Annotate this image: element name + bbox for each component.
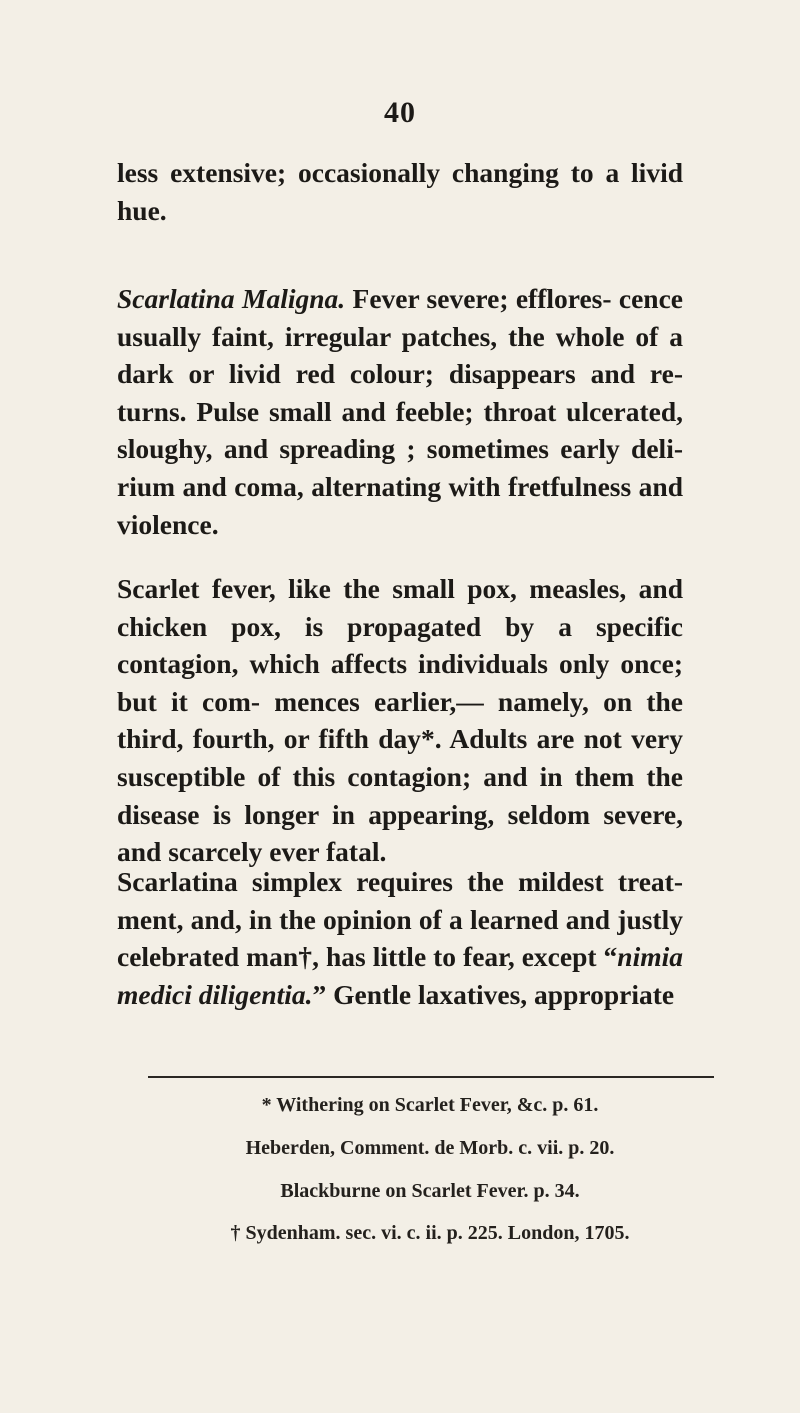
paragraph-text: Scarlet fever, like the small pox, measles, and chicken pox, is propagated by a specific contagion, which affects individuals only once; but it com- mences earlier,— namely, on the third, fourth, or fifth day*. Adults are not very susceptible of this contagion; and in them the disease is longer in appearing, seldom severe, and scarcely ever fatal. [117,573,683,868]
footnote-blackburne: Blackburne on Scarlet Fever. p. 34. [280,1180,580,1202]
footnote-sydenham: † Sydenham. sec. vi. c. ii. p. 225. London, 1705. [230,1222,630,1244]
paragraph-text: less extensive; occasionally changing to a livid hue. [117,157,683,226]
paragraph-lead-in: Scarlatina Maligna. [117,283,346,314]
footnote-heberden: Heberden, Comment. de Morb. c. vii. p. 20. [245,1137,615,1159]
paragraph-continuation [117,154,683,229]
paragraph-text: Scarlatina simplex requires the mildest treat- ment, and, in the opinion of a learned and justly celebrated man†, has little to fear, except “ [117,866,683,973]
page-number: 40 [384,96,416,129]
paragraph-scarlet-fever [117,570,683,871]
paragraph-scarlatina-simplex [117,863,683,1013]
latin-quotation: nimia medici diligentia. [117,941,683,1010]
paragraph-scarlatina-maligna [117,280,683,543]
paragraph-text: Fever severe; efflores- cence usually faint, irregular patches, the whole of a dark or livid red colour; disappears and re- turns. Pulse small and feeble; throat ulcerated, sloughy, and spreading ; sometimes early deli- rium and coma, alternating with fretfulness and violence. [117,283,683,540]
paragraph-text: ” Gentle laxatives, appropriate [312,978,675,1010]
footnote-divider [148,1076,714,1078]
footnote-withering: * Withering on Scarlet Fever, &c. p. 61. [261,1094,599,1116]
